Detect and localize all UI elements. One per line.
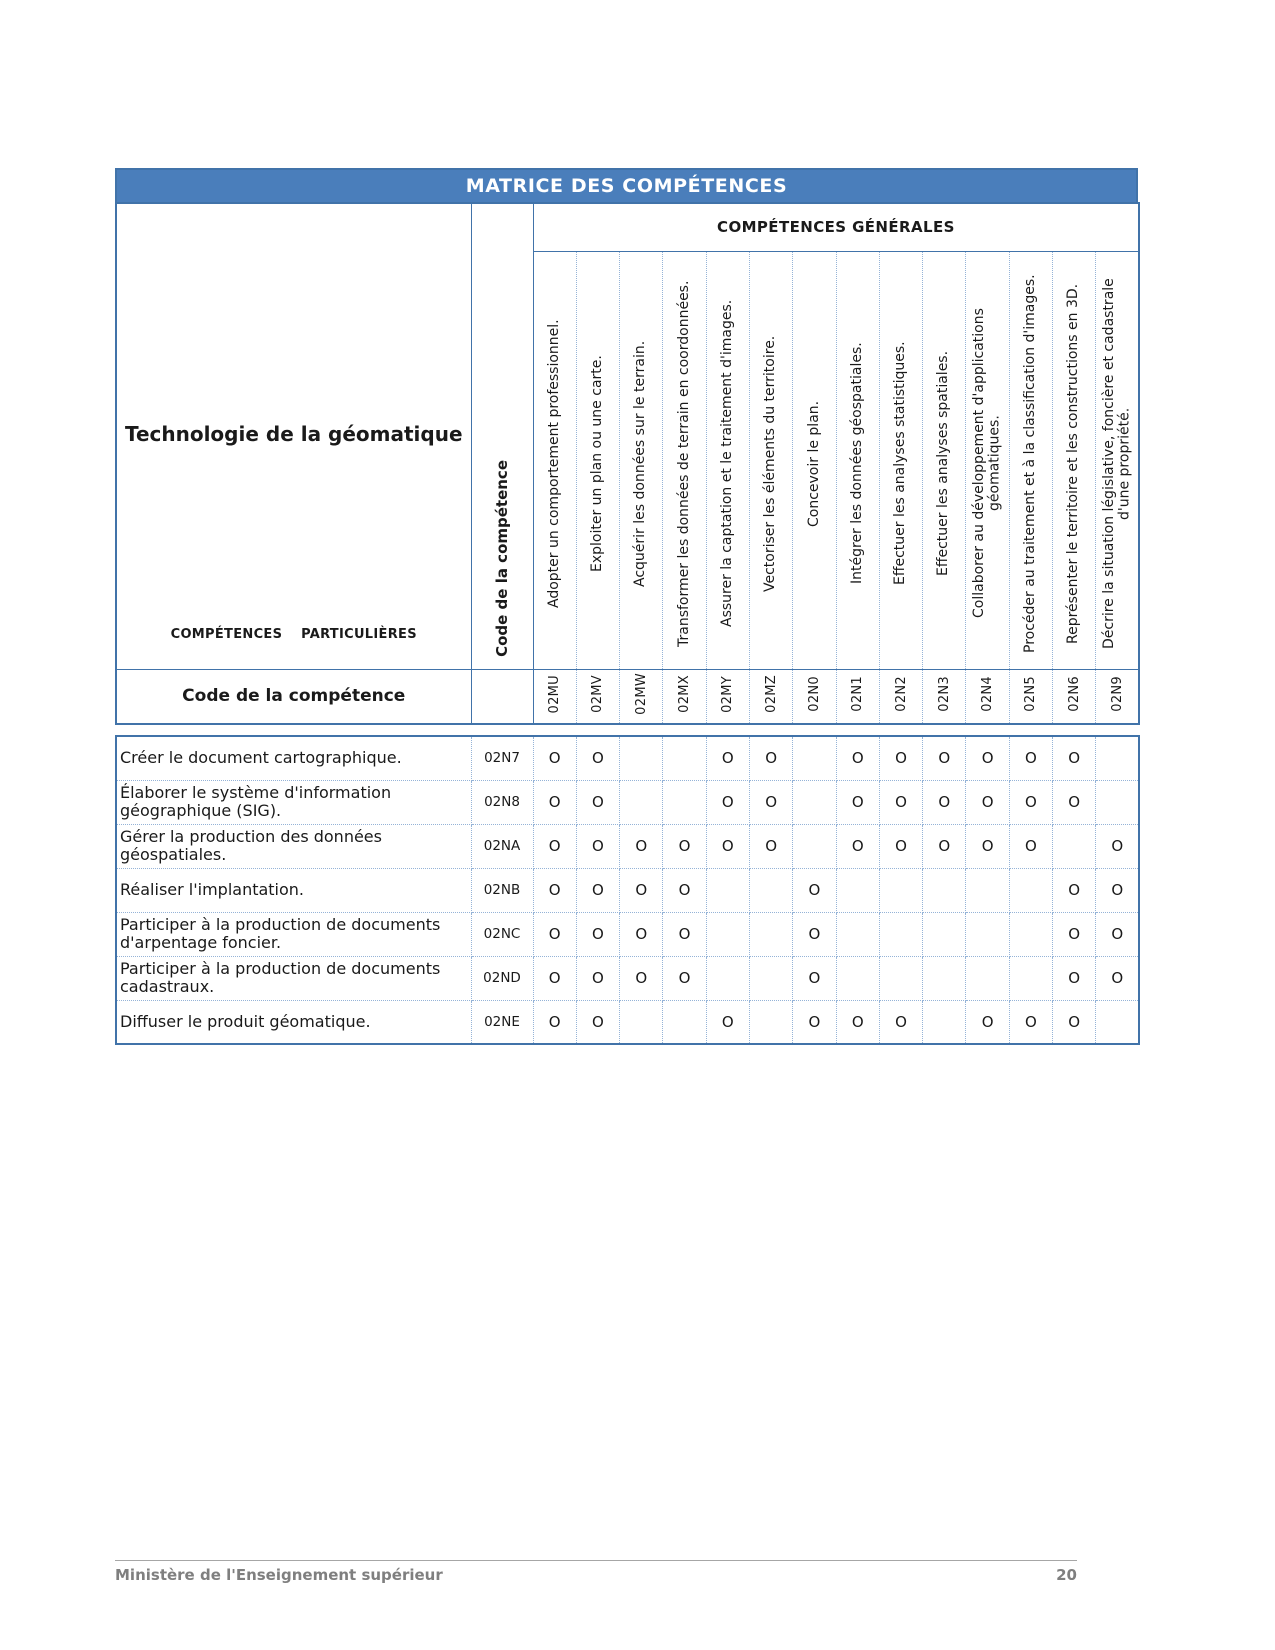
matrix-mark-cell — [923, 956, 966, 1000]
general-competence-code-cell — [879, 669, 922, 724]
general-competence-code: 02N9 — [1109, 676, 1125, 713]
footer-ministry: Ministère de l'Enseignement supérieur — [115, 1566, 443, 1584]
matrix-mark-cell — [966, 868, 1009, 912]
general-competence-header — [576, 251, 619, 669]
general-competence-label: Exploiter un plan ou une carte. — [589, 354, 606, 572]
matrix-mark-cell: O — [533, 956, 576, 1000]
matrix-mark-cell: O — [533, 1000, 576, 1044]
matrix-mark-cell — [620, 736, 663, 780]
general-competence-header — [1053, 251, 1096, 669]
matrix-mark-cell — [1096, 780, 1139, 824]
matrix-mark-cell — [1053, 824, 1096, 868]
matrix-mark-cell: O — [1053, 736, 1096, 780]
matrix-mark-cell: O — [1053, 956, 1096, 1000]
matrix-mark-cell: O — [966, 824, 1009, 868]
program-title: Technologie de la géomatique — [124, 422, 463, 446]
matrix-mark-cell: O — [533, 780, 576, 824]
general-competence-header — [923, 251, 966, 669]
matrix-mark-cell — [1009, 912, 1052, 956]
matrix-mark-cell: O — [576, 868, 619, 912]
matrix-mark-cell — [836, 956, 879, 1000]
competency-matrix — [115, 168, 1138, 1045]
matrix-mark-cell: O — [793, 868, 836, 912]
matrix-row — [116, 1000, 1139, 1044]
particular-competence-code: 02ND — [471, 956, 533, 1000]
code-column-header-cell — [471, 203, 533, 669]
particular-competence-code: 02NB — [471, 868, 533, 912]
matrix-mark-cell — [1009, 956, 1052, 1000]
matrix-mark-cell: O — [793, 1000, 836, 1044]
matrix-mark-cell: O — [576, 1000, 619, 1044]
general-competence-code-cell — [1053, 669, 1096, 724]
matrix-mark-cell — [923, 912, 966, 956]
general-competence-header — [836, 251, 879, 669]
general-competence-label: Procéder au traitement et à la classification d'images. — [1022, 273, 1039, 653]
matrix-mark-cell — [1096, 736, 1139, 780]
matrix-row — [116, 956, 1139, 1000]
general-competence-label: Adopter un comportement professionnel. — [545, 318, 562, 608]
matrix-mark-cell: O — [749, 824, 792, 868]
general-competence-header — [663, 251, 706, 669]
matrix-mark-cell — [836, 868, 879, 912]
general-competence-header — [793, 251, 836, 669]
general-competence-code: 02N5 — [1023, 676, 1039, 713]
general-competence-code-cell — [576, 669, 619, 724]
matrix-mark-cell — [663, 1000, 706, 1044]
matrix-mark-cell: O — [533, 736, 576, 780]
matrix-mark-cell — [749, 912, 792, 956]
matrix-mark-cell: O — [533, 868, 576, 912]
matrix-mark-cell — [923, 868, 966, 912]
matrix-mark-cell: O — [836, 1000, 879, 1044]
general-competence-label: Effectuer les analyses spatiales. — [935, 350, 952, 576]
matrix-mark-cell: O — [1053, 868, 1096, 912]
general-competence-code-cell — [793, 669, 836, 724]
general-competence-code-cell — [1096, 669, 1139, 724]
matrix-row — [116, 824, 1139, 868]
particular-competence-label: Diffuser le produit géomatique. — [116, 1000, 471, 1044]
footer-page-number: 20 — [1056, 1566, 1077, 1584]
matrix-mark-cell: O — [706, 780, 749, 824]
program-header-inner — [117, 204, 471, 666]
matrix-mark-cell: O — [749, 780, 792, 824]
matrix-mark-cell: O — [706, 1000, 749, 1044]
particular-competence-code: 02N7 — [471, 736, 533, 780]
matrix-mark-cell: O — [793, 956, 836, 1000]
matrix-mark-cell — [1009, 868, 1052, 912]
particular-competence-label: Élaborer le système d'information géographique (SIG). — [116, 780, 471, 824]
matrix-mark-cell — [793, 736, 836, 780]
matrix-mark-cell — [663, 736, 706, 780]
matrix-mark-cell: O — [620, 824, 663, 868]
general-competence-header — [620, 251, 663, 669]
matrix-mark-cell: O — [879, 1000, 922, 1044]
matrix-mark-cell: O — [620, 868, 663, 912]
matrix-mark-cell: O — [576, 824, 619, 868]
matrix-mark-cell: O — [620, 912, 663, 956]
matrix-title-bar — [115, 168, 1138, 202]
matrix-mark-cell: O — [1096, 912, 1139, 956]
general-competence-label: Décrire la situation législative, foncière et cadastrale d'une propriété. — [1100, 277, 1133, 649]
general-competence-code-cell — [620, 669, 663, 724]
general-competence-code: 02MY — [720, 675, 736, 713]
particular-competence-label: Participer à la production de documents d'arpentage foncier. — [116, 912, 471, 956]
general-competence-header — [966, 251, 1009, 669]
general-competence-code-cell — [749, 669, 792, 724]
general-competence-code-cell — [533, 669, 576, 724]
matrix-mark-cell — [836, 912, 879, 956]
general-competences-title-row — [116, 203, 1139, 251]
matrix-mark-cell — [749, 868, 792, 912]
general-competence-header — [749, 251, 792, 669]
matrix-mark-cell: O — [1053, 780, 1096, 824]
general-competence-code: 02MU — [547, 675, 563, 714]
matrix-mark-cell: O — [576, 736, 619, 780]
particular-competence-label: Créer le document cartographique. — [116, 736, 471, 780]
general-competence-header — [706, 251, 749, 669]
matrix-mark-cell — [879, 868, 922, 912]
matrix-mark-cell: O — [620, 956, 663, 1000]
matrix-row — [116, 780, 1139, 824]
matrix-mark-cell: O — [923, 780, 966, 824]
matrix-mark-cell: O — [663, 868, 706, 912]
matrix-mark-cell: O — [1053, 912, 1096, 956]
matrix-mark-cell: O — [879, 736, 922, 780]
general-competence-label: Effectuer les analyses statistiques. — [892, 341, 909, 585]
code-column-label: Code de la compétence — [492, 459, 511, 657]
matrix-title: MATRICE DES COMPÉTENCES — [465, 175, 788, 197]
empty-cell — [471, 669, 533, 724]
matrix-mark-cell — [706, 868, 749, 912]
general-competence-label: Collaborer au développement d'applications géomatiques. — [970, 308, 1003, 618]
general-competence-code-cell — [966, 669, 1009, 724]
particular-competence-label: Gérer la production des données géospatiales. — [116, 824, 471, 868]
general-competence-label: Intégrer les données géospatiales. — [848, 342, 865, 584]
general-competence-header — [1096, 251, 1139, 669]
matrix-mark-cell: O — [923, 736, 966, 780]
matrix-mark-cell: O — [793, 912, 836, 956]
matrix-mark-cell: O — [966, 736, 1009, 780]
matrix-mark-cell — [706, 912, 749, 956]
matrix-row — [116, 736, 1139, 780]
general-competence-label: Transformer les données de terrain en coordonnées. — [675, 279, 692, 647]
matrix-mark-cell — [793, 824, 836, 868]
matrix-mark-cell: O — [576, 780, 619, 824]
matrix-mark-cell: O — [879, 824, 922, 868]
general-competence-code: 02N1 — [850, 676, 866, 713]
general-competence-header — [1009, 251, 1052, 669]
matrix-mark-cell: O — [533, 912, 576, 956]
general-competence-code: 02N0 — [806, 676, 822, 713]
general-competence-code: 02MX — [677, 675, 693, 714]
matrix-mark-cell — [966, 956, 1009, 1000]
matrix-mark-cell: O — [533, 824, 576, 868]
program-header-cell — [116, 203, 471, 669]
general-competences-heading: COMPÉTENCES GÉNÉRALES — [533, 203, 1139, 251]
general-competence-code: 02N6 — [1066, 676, 1082, 713]
matrix-mark-cell — [923, 1000, 966, 1044]
code-row-label: Code de la compétence — [116, 669, 471, 724]
matrix-mark-cell — [706, 956, 749, 1000]
page-footer — [115, 1560, 1077, 1584]
general-competence-label: Assurer la captation et le traitement d'images. — [719, 299, 735, 627]
matrix-mark-cell — [793, 780, 836, 824]
table-gap — [115, 725, 1138, 735]
matrix-mark-cell: O — [576, 912, 619, 956]
matrix-header-table — [115, 202, 1140, 725]
general-competence-code-cell — [706, 669, 749, 724]
general-competence-code-cell — [663, 669, 706, 724]
matrix-mark-cell: O — [1096, 956, 1139, 1000]
matrix-mark-cell: O — [663, 824, 706, 868]
matrix-mark-cell — [620, 1000, 663, 1044]
particular-competence-label: Réaliser l'implantation. — [116, 868, 471, 912]
competence-codes-row — [116, 669, 1139, 724]
general-competence-code: 02N2 — [893, 676, 909, 713]
matrix-data-table — [115, 735, 1140, 1045]
particular-competences-axis-label: COMPÉTENCES PARTICULIÈRES — [170, 627, 417, 642]
matrix-mark-cell: O — [1009, 780, 1052, 824]
matrix-mark-cell: O — [923, 824, 966, 868]
matrix-mark-cell: O — [836, 780, 879, 824]
particular-competence-code: 02NE — [471, 1000, 533, 1044]
matrix-row — [116, 912, 1139, 956]
matrix-mark-cell: O — [1009, 824, 1052, 868]
matrix-mark-cell: O — [966, 780, 1009, 824]
matrix-mark-cell — [879, 912, 922, 956]
particular-competence-code: 02N8 — [471, 780, 533, 824]
general-competence-label: Acquérir les données sur le terrain. — [632, 339, 649, 587]
matrix-mark-cell — [966, 912, 1009, 956]
general-competence-label: Représenter le territoire et les constructions en 3D. — [1065, 282, 1082, 644]
matrix-mark-cell: O — [836, 736, 879, 780]
matrix-mark-cell — [879, 956, 922, 1000]
matrix-mark-cell — [1096, 1000, 1139, 1044]
general-competence-code: 02MZ — [763, 675, 779, 714]
general-competence-header — [533, 251, 576, 669]
general-competence-label: Vectoriser les éléments du territoire. — [762, 334, 779, 592]
general-competence-code-cell — [836, 669, 879, 724]
matrix-mark-cell: O — [1096, 868, 1139, 912]
matrix-mark-cell: O — [663, 912, 706, 956]
matrix-mark-cell: O — [879, 780, 922, 824]
general-competence-header — [879, 251, 922, 669]
matrix-mark-cell: O — [576, 956, 619, 1000]
matrix-row — [116, 868, 1139, 912]
matrix-mark-cell: O — [1096, 824, 1139, 868]
matrix-mark-cell: O — [836, 824, 879, 868]
particular-competence-code: 02NC — [471, 912, 533, 956]
matrix-mark-cell: O — [706, 824, 749, 868]
matrix-mark-cell: O — [706, 736, 749, 780]
general-competence-code-cell — [923, 669, 966, 724]
matrix-mark-cell — [620, 780, 663, 824]
general-competence-code: 02MV — [590, 675, 606, 714]
general-competence-code-cell — [1009, 669, 1052, 724]
matrix-mark-cell: O — [966, 1000, 1009, 1044]
matrix-mark-cell: O — [749, 736, 792, 780]
matrix-mark-cell: O — [1053, 1000, 1096, 1044]
matrix-mark-cell — [749, 1000, 792, 1044]
general-competence-code: 02MW — [633, 673, 649, 716]
matrix-mark-cell: O — [1009, 1000, 1052, 1044]
matrix-mark-cell — [749, 956, 792, 1000]
general-competence-code: 02N4 — [980, 676, 996, 713]
matrix-mark-cell — [663, 780, 706, 824]
particular-competence-code: 02NA — [471, 824, 533, 868]
general-competence-code: 02N3 — [936, 676, 952, 713]
general-competence-label: Concevoir le plan. — [805, 399, 822, 527]
particular-competence-label: Participer à la production de documents cadastraux. — [116, 956, 471, 1000]
matrix-mark-cell: O — [663, 956, 706, 1000]
matrix-mark-cell: O — [1009, 736, 1052, 780]
